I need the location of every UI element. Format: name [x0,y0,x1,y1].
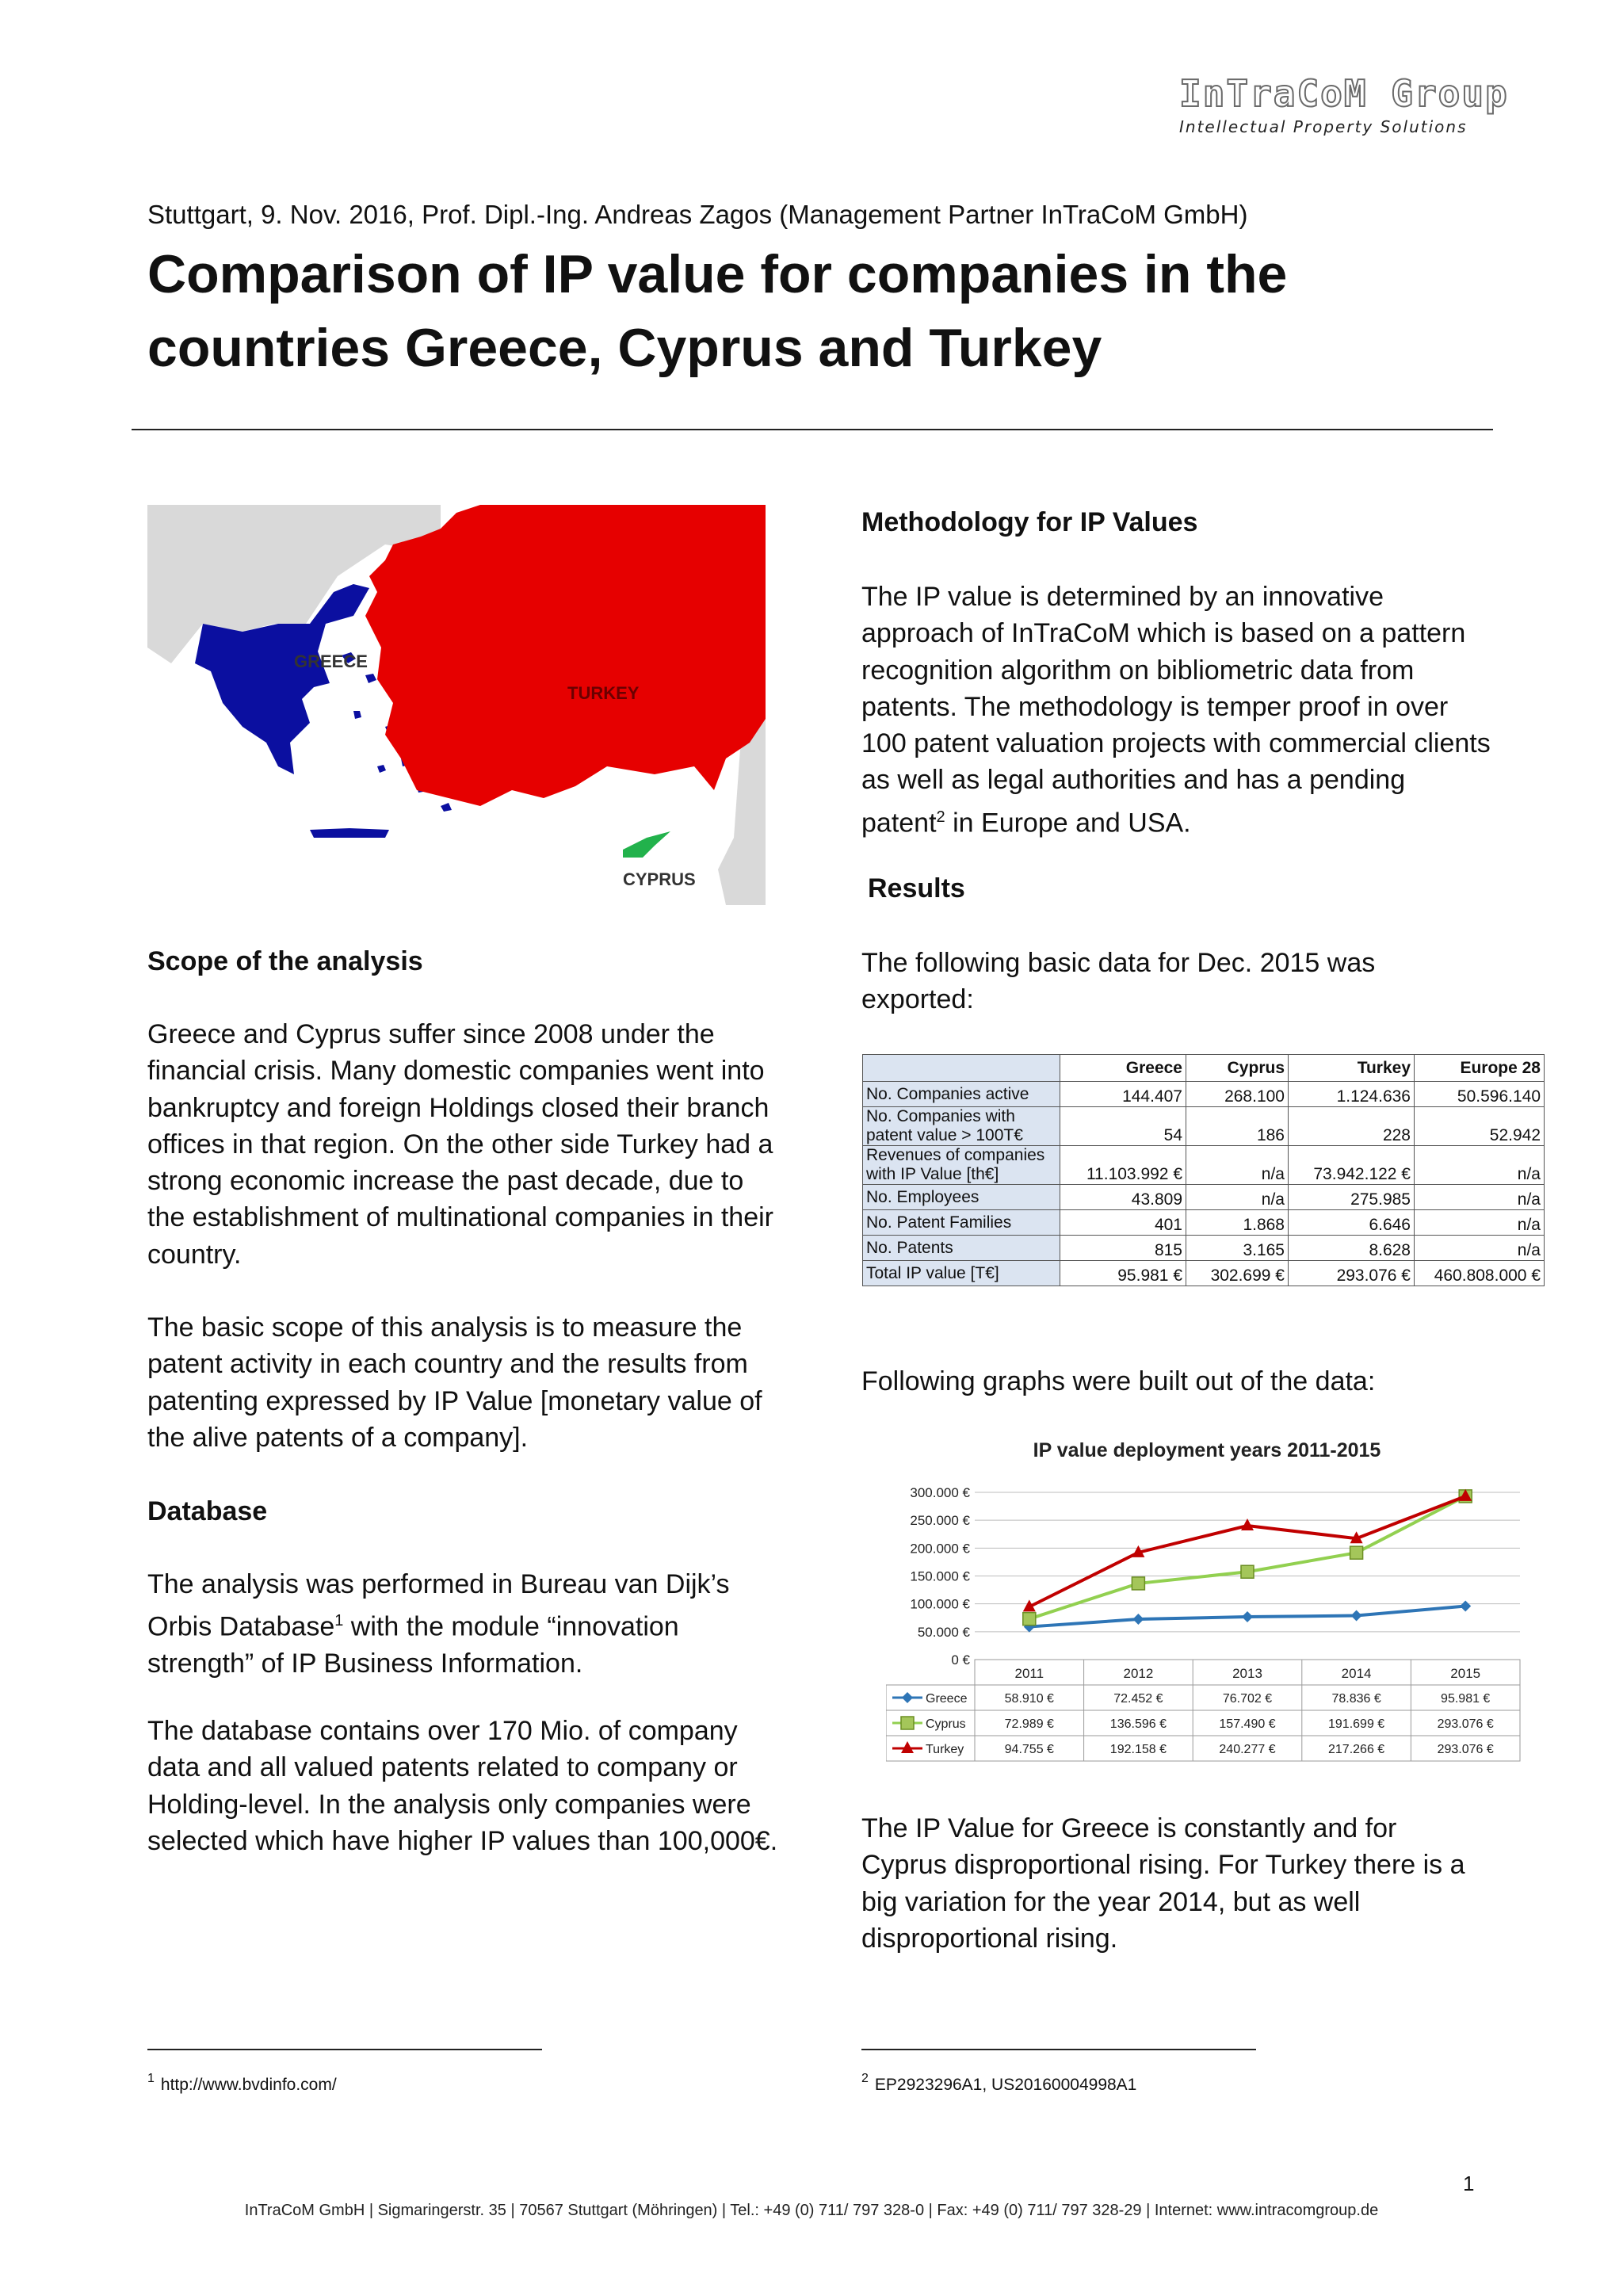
table-cell: 302.699 € [1186,1261,1289,1286]
database-paragraph-1 [147,1566,781,1682]
table-cell: n/a [1415,1185,1545,1210]
results-heading: Results [868,873,965,904]
table-header-cyprus: Cyprus [1186,1055,1289,1082]
table-row-label-line: Total IP value [T€] [866,1263,999,1282]
database-heading: Database [147,1496,268,1526]
table-cell: 50.596.140 [1415,1082,1545,1107]
table-cell: 1.868 [1186,1210,1289,1236]
table-row [863,1082,1545,1107]
chart-xtick-label: 2014 [1341,1666,1372,1681]
chart-data-label: 217.266 € [1328,1743,1385,1756]
chart-legend-marker-greece [902,1692,913,1703]
table-row-label-line: No. Employees [866,1187,980,1206]
page-number: 1 [1463,2172,1475,2195]
table-row-label [863,1236,1060,1261]
table-header-greece: Greece [1060,1055,1186,1082]
map-label-greece: GREECE [294,651,368,671]
footnote-ref-2[interactable]: 2 [936,808,945,826]
footnote-1-number: 1 [147,2072,155,2085]
table-cell: 460.808.000 € [1415,1261,1545,1286]
table-cell: 268.100 [1186,1082,1289,1107]
footnote-2-text: EP2923296A1, US20160004998A1 [874,2076,1137,2094]
chart-data-label: 136.596 € [1109,1717,1167,1731]
scope-paragraph-1: Greece and Cyprus suffer since 2008 under the financial crisis. Many domestic companies went into bankruptcy and foreign Holdings closed their branch offices in that region. On the other side Turkey had a strong economic increase the past decade, due to the establishment of multinational companies in their country. [147,1019,773,1270]
table-row-label [863,1210,1060,1236]
table-row-label-line: No. Companies with [866,1107,1015,1125]
chart-ytick-label: 0 € [951,1652,970,1668]
basic-data-table [862,1054,1545,1286]
footnote-2 [861,2072,1136,2095]
chart-ytick-label: 200.000 € [910,1541,970,1557]
table-cell: 6.646 [1289,1210,1415,1236]
table-cell: 11.103.992 € [1060,1146,1186,1185]
chart-xtick-label: 2015 [1450,1666,1481,1681]
chart-data-label: 95.981 € [1441,1692,1491,1706]
table-cell: 144.407 [1060,1082,1186,1107]
chart-data-label: 157.490 € [1219,1717,1276,1731]
footnote-1-link[interactable]: http://www.bvdinfo.com/ [160,2076,337,2094]
chart-data-label: 94.755 € [1004,1743,1054,1756]
table-cell: n/a [1415,1210,1545,1236]
chart-legend-label: Cyprus [926,1717,966,1731]
chart-xtick-label: 2012 [1123,1666,1154,1681]
chart-data-label: 76.702 € [1222,1692,1273,1706]
map-label-turkey: TURKEY [567,683,640,703]
table-cell: 186 [1186,1107,1289,1146]
table-cell: n/a [1186,1185,1289,1210]
table-row [863,1261,1545,1286]
table-header-turkey: Turkey [1289,1055,1415,1082]
chart-title: IP value deployment years 2011-2015 [1033,1439,1381,1461]
map-turkey [365,505,766,806]
table-row [863,1210,1545,1236]
table-cell: n/a [1186,1146,1289,1185]
company-logo [1179,73,1568,136]
table-row [863,1146,1545,1185]
chart-data-label: 191.699 € [1328,1717,1385,1731]
database-paragraph-2: The database contains over 170 Mio. of company data and all valued patents related to company or Holding-level. In the analysis only companies were selected which have higher IP values than 100,000€. [147,1716,778,1856]
chart-data-label: 240.277 € [1219,1743,1276,1756]
table-cell: 73.942.122 € [1289,1146,1415,1185]
chart-point-greece [1460,1600,1471,1611]
table-cell: 43.809 [1060,1185,1186,1210]
table-cell: 228 [1289,1107,1415,1146]
table-cell: 1.124.636 [1289,1082,1415,1107]
chart-legend-label: Greece [926,1692,968,1706]
page-footer: InTraCoM GmbH | Sigmaringerstr. 35 | 70567 Stuttgart (Möhringen) | Tel.: +49 (0) 711/ 797 328-0 | Fax: +49 (0) 711/ 797 328-29 | Internet: www.intracomgroup.de [244,2202,1379,2219]
chart-point-cyprus [1132,1577,1144,1590]
table-cell: 401 [1060,1210,1186,1236]
table-cell: 52.942 [1415,1107,1545,1146]
chart-series-line-cyprus [1029,1496,1465,1619]
chart-data-label: 72.989 € [1004,1717,1054,1731]
table-cell: 95.981 € [1060,1261,1186,1286]
table-row-label [863,1185,1060,1210]
table-cell: 8.628 [1289,1236,1415,1261]
table-cell: 54 [1060,1107,1186,1146]
map-greece-crete [310,828,389,838]
dateline: Stuttgart, 9. Nov. 2016, Prof. Dipl.-Ing. Andreas Zagos (Management Partner InTraCoM GmbH) [147,200,1248,229]
chart-point-greece [1132,1614,1144,1625]
region-map [147,505,766,905]
results-paragraph: The following basic data for Dec. 2015 was exported: [861,948,1376,1015]
chart-ytick-label: 50.000 € [917,1624,970,1640]
chart-data-label: 58.910 € [1004,1692,1054,1706]
table-cell: 275.985 [1289,1185,1415,1210]
chart-ytick-label: 100.000 € [910,1596,970,1612]
footnote-ref-1[interactable]: 1 [334,1612,344,1630]
map-label-cyprus: CYPRUS [623,869,696,889]
table-cell: n/a [1415,1236,1545,1261]
chart-xtick-label: 2013 [1232,1666,1262,1681]
chart-data-label: 192.158 € [1109,1743,1167,1756]
chart-legend-label: Turkey [926,1743,964,1756]
table-header-row [863,1055,1545,1082]
table-row-label [863,1261,1060,1286]
conclusion-paragraph: The IP Value for Greece is constantly and for Cyprus disproportional rising. For Turkey there is a big variation for the year 2014, but as well disproportional rising. [861,1813,1465,1954]
table-row-label-line: No. Patents [866,1238,953,1257]
table-row [863,1236,1545,1261]
table-cell: n/a [1415,1146,1545,1185]
table-row-label [863,1107,1060,1146]
database-text-b: with the module “innovation strength” of IP Business Information. [147,1611,679,1679]
chart-xtick-label: 2011 [1014,1666,1044,1681]
methodology-paragraph [861,579,1495,841]
chart-point-cyprus [1023,1613,1036,1626]
table-row-label-line: No. Companies active [866,1084,1029,1103]
table-row-label [863,1146,1060,1185]
logo-wordmark: InTraCoM Group [1179,72,1509,115]
footnote-divider-right [861,2049,1256,2050]
chart-data-label: 293.076 € [1437,1743,1494,1756]
chart-point-greece [1351,1610,1362,1622]
chart-ytick-label: 150.000 € [910,1568,970,1584]
page-title: Comparison of IP value for companies in the countries Greece, Cyprus and Turkey [147,244,1288,378]
title-divider [132,429,1493,430]
chart-ytick-label: 250.000 € [910,1513,970,1529]
table-cell: 3.165 [1186,1236,1289,1261]
table-row-label-line: patent value > 100T€ [866,1126,1023,1144]
footnote-divider-left [147,2049,542,2050]
table-row-label-line: with IP Value [th€] [866,1165,999,1183]
table-row [863,1107,1545,1146]
scope-heading: Scope of the analysis [147,946,423,976]
chart-ytick-label: 300.000 € [910,1485,970,1500]
chart-data-label: 293.076 € [1437,1717,1494,1731]
database-text-a: The analysis was performed in Bureau van Dijk’s Orbis Database [147,1569,730,1642]
table-corner-cell [863,1055,1060,1082]
ip-value-line-chart [886,1433,1528,1774]
chart-point-cyprus [1241,1565,1254,1578]
chart-point-cyprus [1350,1546,1363,1559]
chart-point-greece [1242,1611,1253,1622]
table-cell: 293.076 € [1289,1261,1415,1286]
table-row-label [863,1082,1060,1107]
scope-paragraph-2: The basic scope of this analysis is to measure the patent activity in each country and the results from patenting expressed by IP Value [monetary value of the alive patents of a company]. [147,1312,762,1453]
table-row-label-line: No. Patent Families [866,1213,1012,1232]
table-row [863,1185,1545,1210]
chart-data-label: 78.836 € [1331,1692,1381,1706]
graphs-intro-paragraph: Following graphs were built out of the data: [861,1366,1376,1396]
table-row-label-line: Revenues of companies [866,1146,1045,1164]
footnote-2-number: 2 [861,2072,869,2085]
chart-legend-marker-cyprus [901,1717,914,1729]
methodology-heading: Methodology for IP Values [861,507,1198,537]
methodology-text-b: in Europe and USA. [945,808,1191,839]
logo-tagline: Intellectual Property Solutions [1179,117,1468,136]
table-cell: 815 [1060,1236,1186,1261]
methodology-text-a: The IP value is determined by an innovative approach of InTraCoM which is based on a pattern recognition algorithm on bibliometric data from patents. The methodology is temper proof in over 100 patent valuation projects with commercial clients as well as legal authorities and has a pending patent [861,582,1491,839]
chart-data-label: 72.452 € [1113,1692,1163,1706]
footnote-1 [147,2072,337,2095]
table-header-europe: Europe 28 [1415,1055,1545,1082]
chart-series-line-turkey [1029,1496,1465,1606]
